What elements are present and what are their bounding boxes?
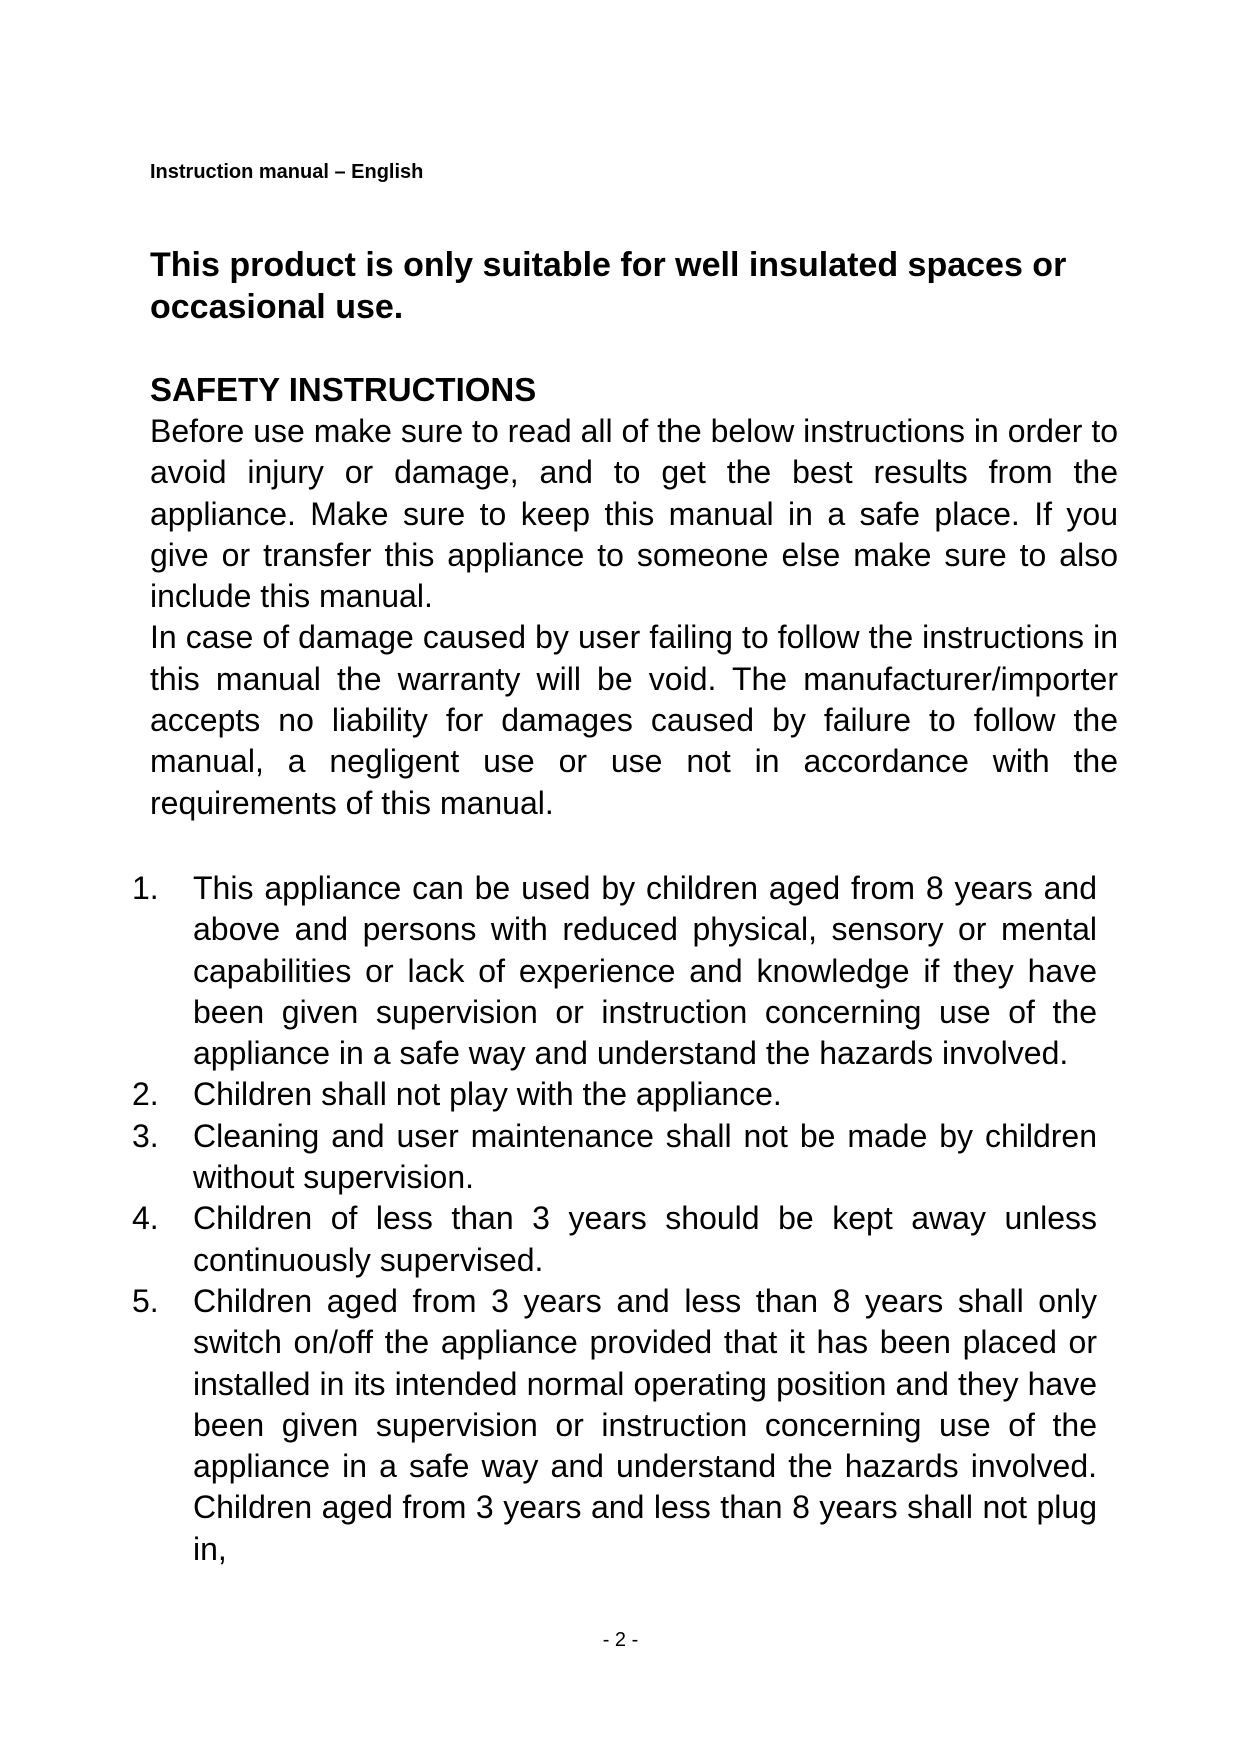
list-item-text: Children of less than 3 years should be kept away unless continuously supervised. (193, 1200, 1097, 1278)
safety-intro-text (150, 411, 1118, 824)
list-item-number: 4. (132, 1200, 159, 1237)
list-item (132, 1198, 1097, 1281)
suitability-notice: This product is only suitable for well insulated spaces or occasional use. (150, 246, 1067, 326)
page-number: - 2 - (602, 1629, 639, 1651)
warranty-liability-paragraph: In case of damage caused by user failing to follow the instructions in this manual the warranty will be void. The manufacturer/importer accepts no liability for damages caused by failure to follow the manual, a negligent use or use not in accordance with the requirements of this manual. (150, 619, 1118, 821)
list-item-number: 2. (132, 1076, 159, 1113)
list-item (132, 868, 1097, 1074)
list-item-number: 1. (132, 870, 159, 906)
list-item (132, 1116, 1097, 1199)
list-item-text: This appliance can be used by children aged from 8 years and above and persons with reduced physical, sensory or mental capabilities or lack of experience and knowledge if they have been given supervision or instruction concerning use of the appliance in a safe way and understand the hazards involved. (193, 870, 1097, 1072)
list-item-text: Children aged from 3 years and less than 8 years shall only switch on/off the appliance provided that it has been placed or installed in its intended normal operating position and they have been given supervision or instruction concerning use of the appliance in a safe way and understand the hazards involved. Children aged from 3 years and less than 8 years shall not plug in, (193, 1282, 1097, 1567)
document-header-label: Instruction manual – English (150, 161, 424, 183)
list-item-number: 3. (132, 1117, 159, 1154)
list-item (132, 1074, 1097, 1115)
list-item-text: Cleaning and user maintenance shall not be made by children without supervision. (193, 1117, 1097, 1196)
list-item-text: Children shall not play with the appliance. (193, 1076, 782, 1113)
section-title-safety-instructions: SAFETY INSTRUCTIONS (150, 371, 537, 408)
safety-intro-paragraph: Before use make sure to read all of the below instructions in order to avoid injury or damage, and to get the best results from the appliance. Make sure to keep this manual in a safe place. If you give or transfer this appliance to someone else make sure to also include this manual. (150, 413, 1118, 615)
list-item (132, 1281, 1097, 1570)
safety-instruction-list (132, 868, 1097, 1570)
list-item-number: 5. (132, 1282, 159, 1319)
